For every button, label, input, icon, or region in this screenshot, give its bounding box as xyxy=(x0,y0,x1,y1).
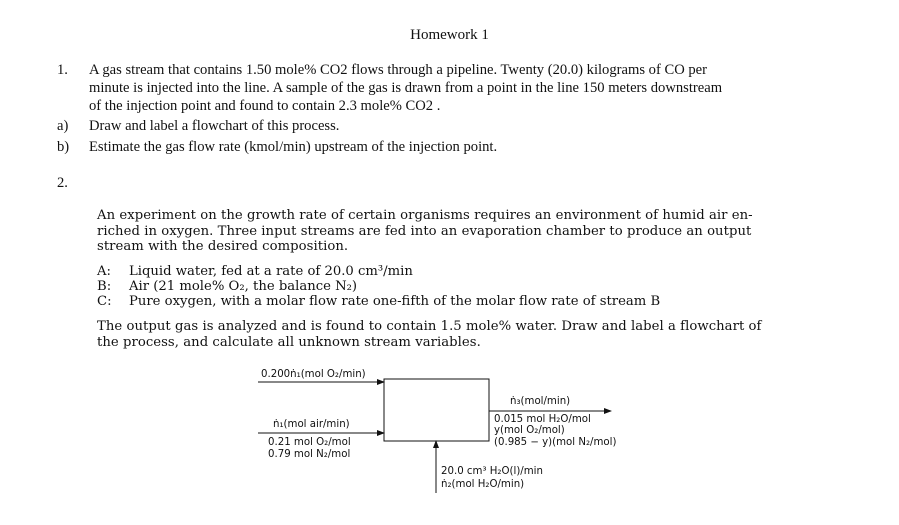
stream-text: Pure oxygen, with a molar flow rate one-fifth of the molar flow rate of stream B xyxy=(129,294,661,309)
part-label: b) xyxy=(57,139,70,155)
stream-key: A: xyxy=(97,264,111,279)
intro-line: An experiment on the growth rate of certain organisms requires an environment of humid air en- xyxy=(97,208,753,223)
air-o2-fraction: 0.21 mol O₂/mol xyxy=(268,437,351,448)
part-text: Estimate the gas flow rate (kmol/min) upstream of the injection point. xyxy=(89,139,498,155)
intro-line: riched in oxygen. Three input streams are fed into an evaporation chamber to produce an output xyxy=(97,223,752,239)
stream-key: C: xyxy=(97,294,112,309)
part-label: a) xyxy=(57,118,69,134)
water-feed-volume: 20.0 cm³ H₂O(l)/min xyxy=(441,466,543,477)
product-h2o-fraction: 0.015 mol H₂O/mol xyxy=(494,414,591,425)
product-n2-fraction: (0.985 − y)(mol N₂/mol) xyxy=(494,437,617,448)
part-text: Draw and label a flowchart of this process. xyxy=(89,118,340,134)
oxygen-feed-label: 0.200ṅ₁(mol O₂/min) xyxy=(261,369,366,380)
air-feed-label: ṅ₁(mol air/min) xyxy=(273,419,350,430)
page-title: Homework 1 xyxy=(410,27,489,43)
closing-line: The output gas is analyzed and is found to contain 1.5 mole% water. Draw and label a flowchart of xyxy=(97,319,762,334)
intro-line: stream with the desired composition. xyxy=(97,239,349,255)
problem-text-line: minute is injected into the line. A sample of the gas is drawn from a point in the line 150 meters downstream xyxy=(89,80,723,96)
closing-line: the process, and calculate all unknown stream variables. xyxy=(97,334,481,350)
product-flow-label: ṅ₃(mol/min) xyxy=(510,396,571,407)
problem-text-line: of the injection point and found to contain 2.3 mole% CO2 . xyxy=(89,98,441,114)
water-feed-molar: ṅ₂(mol H₂O/min) xyxy=(441,479,525,490)
stream-text: Liquid water, fed at a rate of 20.0 cm³/min xyxy=(129,264,413,279)
air-n2-fraction: 0.79 mol N₂/mol xyxy=(268,449,351,460)
stream-text: Air (21 mole% O₂, the balance N₂) xyxy=(129,279,358,294)
problem-number: 1. xyxy=(57,62,68,78)
product-o2-fraction: y(mol O₂/mol) xyxy=(494,425,565,436)
stream-key: B: xyxy=(97,279,112,294)
evaporation-chamber xyxy=(384,379,489,441)
problem-text-line: A gas stream that contains 1.50 mole% CO2 flows through a pipeline. Twenty (20.0) kilograms of CO per xyxy=(89,62,708,78)
problem-number: 2. xyxy=(57,175,68,191)
